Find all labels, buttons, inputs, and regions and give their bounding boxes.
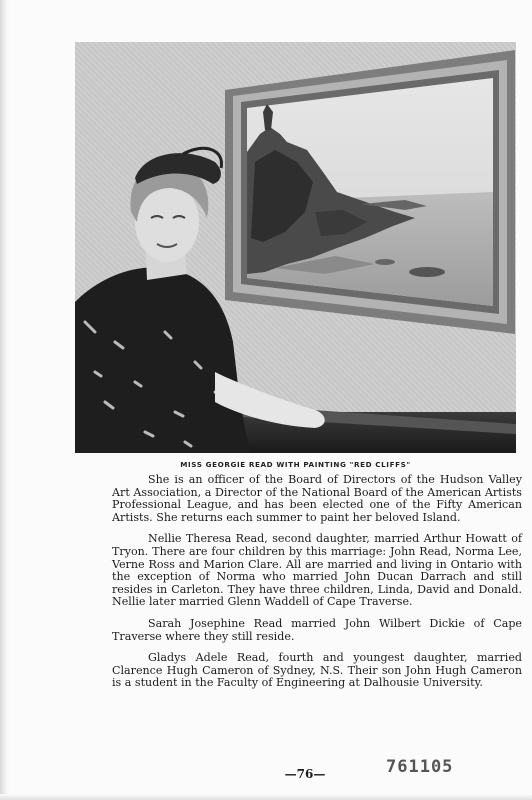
- paragraph: Gladys Adele Read, fourth and youngest daughter, married Clarence Hugh Cameron of Sydney, N.S. Their son John Hugh Cameron is a student in the Faculty of Engineering at Dalhousie University.: [112, 651, 522, 690]
- page-edge-bottom: [0, 794, 532, 800]
- photograph-illustration: [75, 42, 516, 453]
- painting-frame: [225, 50, 515, 334]
- paragraph: Nellie Theresa Read, second daughter, married Arthur Howatt of Tryon. There are four children by this marriage: John Read, Norma Lee, Verne Ross and Marion Clare. All are married and living in Ontario with the exception of Norma who married John Ducan Darrach and still resides in Carleton. They have three children, Linda, David and Donald. Nellie later married Glenn Waddell of Cape Traverse.: [112, 532, 522, 609]
- paragraph: Sarah Josephine Read married John Wilbert Dickie of Cape Traverse where they still reside.: [112, 616, 522, 643]
- paragraph: She is an officer of the Board of Directors of the Hudson Valley Art Association, a Director of the National Board of the American Artists Professional League, and has been elected one of the Fifty American Artists. She returns each summer to paint her beloved Island.: [112, 473, 522, 524]
- page-number: —76—: [284, 767, 326, 781]
- body-text: [112, 474, 522, 699]
- page-edge-shadow: [0, 0, 10, 800]
- archive-stamp: 761105: [386, 757, 454, 777]
- photo-caption: MISS GEORGIE READ WITH PAINTING "RED CLIFFS": [180, 460, 411, 469]
- photograph: [75, 42, 516, 453]
